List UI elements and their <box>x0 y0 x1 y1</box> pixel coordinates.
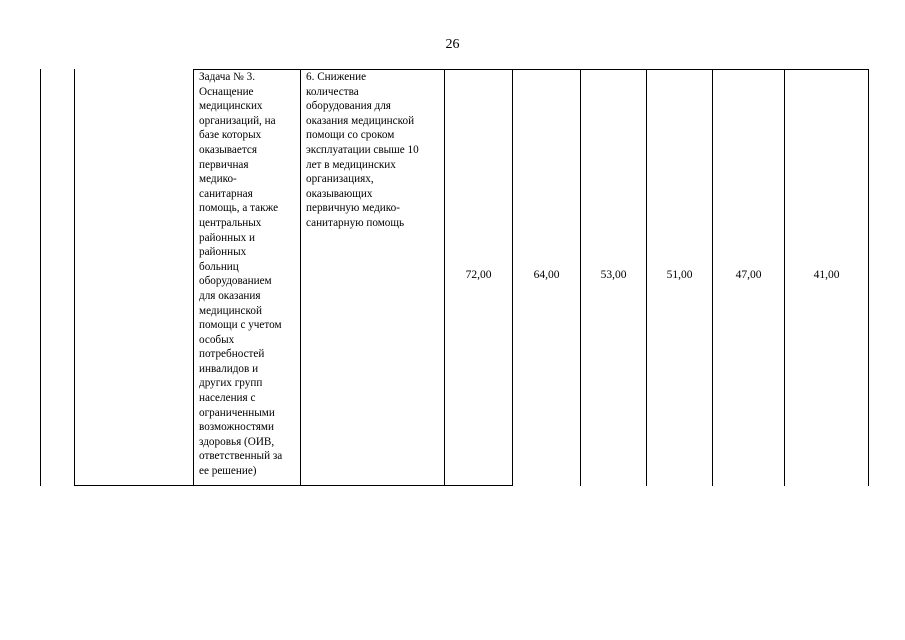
value-cell: 51,00 <box>666 269 693 281</box>
value-cell: 72,00 <box>465 269 492 281</box>
value-cell: 64,00 <box>533 269 560 281</box>
table-column-border <box>193 69 194 486</box>
table-bottom-border <box>74 485 512 486</box>
value-cell: 41,00 <box>813 269 840 281</box>
table-column-border <box>300 69 301 486</box>
value-cell: 47,00 <box>735 269 762 281</box>
task-cell: Задача № 3. Оснащение медицинских организаций, на базе которых оказывается первичная медико- санитарная помощь, а также центральных районных и районных больниц оборудованием для оказания медицинской помощи с учетом особых потребностей инвалидов и других групп населения с ограниченными возможностями здоровья (ОИВ, ответственный за ее решение) <box>199 71 283 478</box>
table-column-border <box>868 69 869 486</box>
value-cell: 53,00 <box>600 269 627 281</box>
table-column-border <box>40 69 41 486</box>
page-number: 26 <box>445 37 460 52</box>
indicator-cell: 6. Снижение количества оборудования для оказания медицинской помощи со сроком эксплуатации свыше 10 лет в медицинских организациях, оказывающих первичную медико- санитарную помощь <box>306 71 419 229</box>
table-column-border <box>74 69 75 486</box>
